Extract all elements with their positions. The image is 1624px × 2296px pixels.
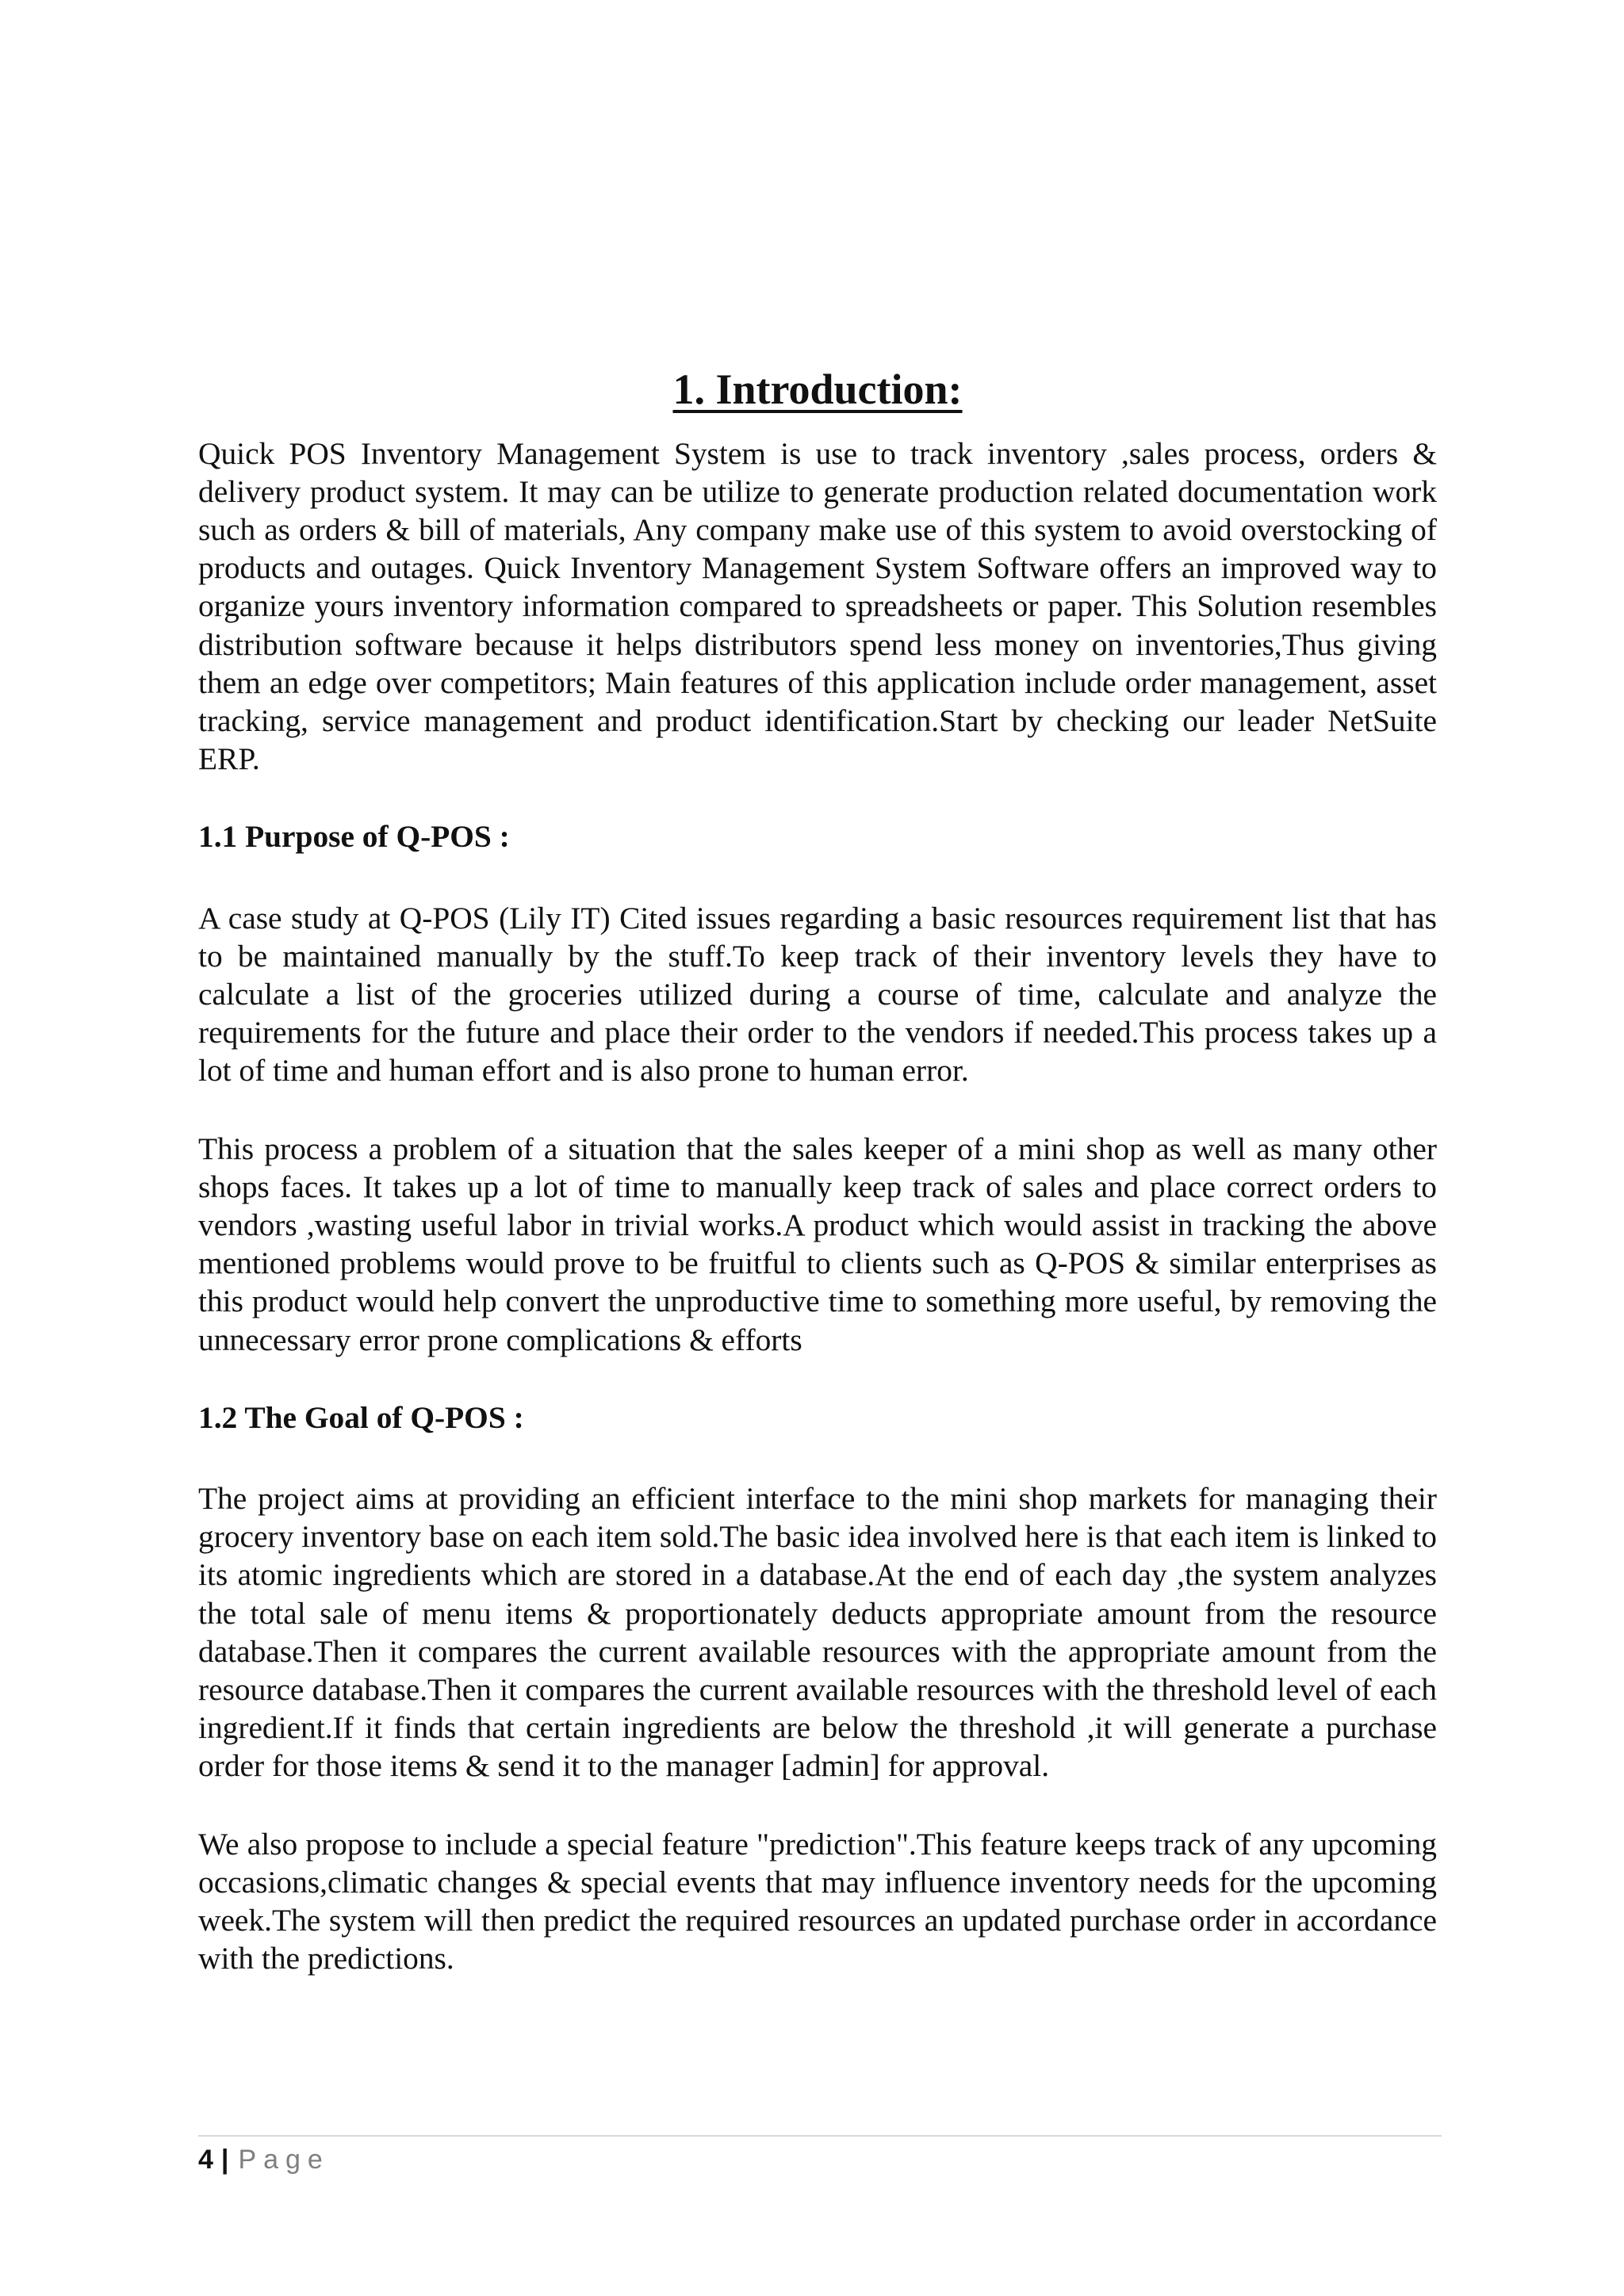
page-label: Page <box>238 2145 330 2175</box>
purpose-paragraph-2: This process a problem of a situation that the sales keeper of a mini shop as well as many other shops faces. It takes up a lot of time to manually keep track of sales and place correct orders to vendors ,wasting useful labor in trivial works.A product which would assist in tracking the above mentioned problems would prove to be fruitful to clients such as Q-POS & similar enterprises as this product would help convert the unproductive time to something more useful, by removing the unnecessary error prone complications & efforts <box>198 1131 1437 1357</box>
footer-separator: | <box>220 2145 229 2175</box>
page-footer <box>198 2144 330 2175</box>
page-title: 1. Introduction: <box>672 365 963 413</box>
footer-divider <box>198 2135 1442 2137</box>
goal-paragraph-1: The project aims at providing an efficient interface to the mini shop markets for managing their grocery inventory base on each item sold.The basic idea involved here is that each item is linked to its atomic ingredients which are stored in a database.At the end of each day ,the system analyzes the total sale of menu items & proportionately deducts appropriate amount from the resource database.Then it compares the current available resources with the appropriate amount from the resource database.Then it compares the current available resources with the threshold level of each ingredient.If it finds that certain ingredients are below the threshold ,it will generate a purchase order for those items & send it to the manager [admin] for approval. <box>198 1480 1437 1784</box>
section-heading-purpose: 1.1 Purpose of Q-POS : <box>198 819 510 855</box>
goal-paragraph-2: We also propose to include a special feature "prediction".This feature keeps track of any upcoming occasions,climatic changes & special events that may influence inventory needs for the upcoming week.The system will then predict the required resources an updated purchase order in accordance with the predictions. <box>198 1826 1437 1976</box>
page-content <box>198 349 1437 1977</box>
page-number: 4 <box>198 2145 213 2175</box>
purpose-paragraph-1: A case study at Q-POS (Lily IT) Cited issues regarding a basic resources requirement list that has to be maintained manually by the stuff.To keep track of their inventory levels they have to calculate a list of the groceries utilized during a course of time, calculate and analyze the requirements for the future and place their order to the vendors if needed.This process takes up a lot of time and human effort and is also prone to human error. <box>198 900 1437 1089</box>
section-heading-goal: 1.2 The Goal of Q-POS : <box>198 1399 524 1435</box>
intro-paragraph: Quick POS Inventory Management System is use to track inventory ,sales process, orders & delivery product system. It may can be utilize to generate production related documentation work such as orders & bill of materials, Any company make use of this system to avoid overstocking of products and outages. Quick Inventory Management System Software offers an improved way to organize yours inventory information compared to spreadsheets or paper. This Solution resembles distribution software because it helps distributors spend less money on inventories,Thus giving them an edge over competitors; Main features of this application include order management, asset tracking, service management and product identification.Start by checking our leader NetSuite ERP. <box>198 435 1437 777</box>
